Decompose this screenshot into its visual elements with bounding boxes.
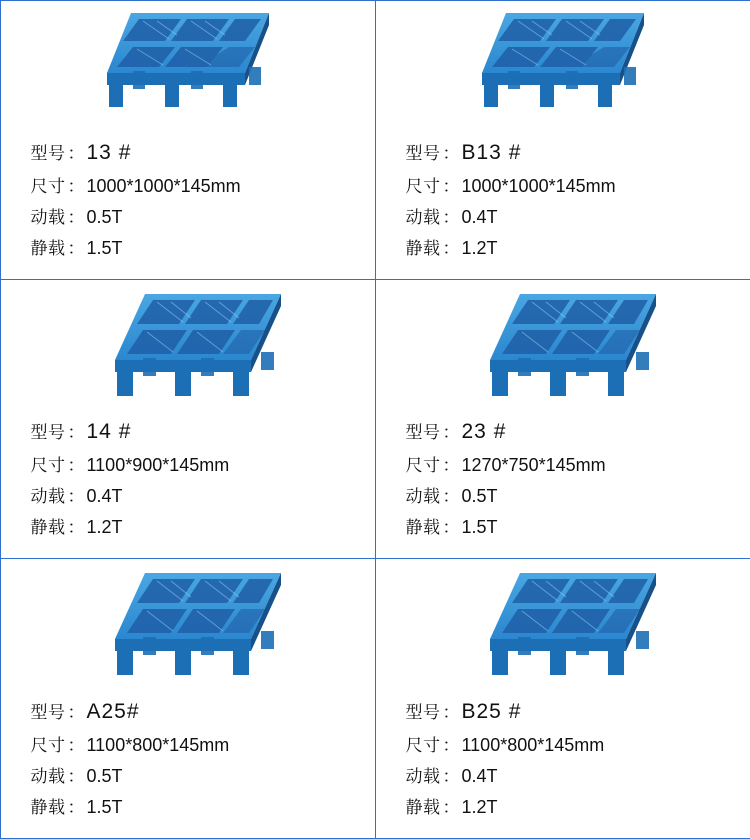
spec-list bbox=[31, 139, 367, 265]
spec-model-value: 23 # bbox=[462, 420, 507, 444]
spec-static-load-label: 静载 bbox=[31, 793, 66, 818]
spec-static-load bbox=[31, 513, 367, 538]
pallet-image bbox=[1, 9, 375, 119]
spec-colon: ： bbox=[66, 482, 87, 507]
pallet-image bbox=[376, 567, 750, 677]
spec-model-label: 型号 bbox=[406, 698, 441, 723]
spec-model bbox=[31, 418, 367, 444]
spec-size-label: 尺寸 bbox=[406, 451, 441, 476]
spec-static-load bbox=[31, 234, 367, 259]
spec-colon: ： bbox=[441, 139, 462, 164]
spec-size bbox=[31, 172, 367, 197]
spec-colon: ： bbox=[66, 793, 87, 818]
spec-static-load-value: 1.5T bbox=[87, 238, 123, 259]
blue-plastic-pallet-icon bbox=[448, 9, 678, 121]
spec-colon: ： bbox=[441, 172, 462, 197]
spec-size-value: 1100*800*145mm bbox=[87, 735, 230, 756]
spec-dynamic-load bbox=[31, 203, 367, 228]
spec-colon: ： bbox=[441, 698, 462, 723]
spec-colon: ： bbox=[66, 234, 87, 259]
spec-model-value: A25# bbox=[87, 700, 140, 724]
spec-static-load-label: 静载 bbox=[406, 513, 441, 538]
spec-dynamic-load-label: 动载 bbox=[31, 203, 66, 228]
spec-size bbox=[406, 172, 742, 197]
spec-dynamic-load bbox=[31, 482, 367, 507]
spec-dynamic-load-label: 动载 bbox=[406, 762, 441, 787]
spec-static-load-value: 1.2T bbox=[87, 517, 123, 538]
spec-size-value: 1100*900*145mm bbox=[87, 455, 230, 476]
spec-colon: ： bbox=[66, 139, 87, 164]
spec-dynamic-load-value: 0.4T bbox=[462, 766, 498, 787]
spec-static-load-label: 静载 bbox=[406, 793, 441, 818]
spec-model-label: 型号 bbox=[406, 139, 441, 164]
spec-model-label: 型号 bbox=[31, 418, 66, 443]
spec-colon: ： bbox=[66, 418, 87, 443]
spec-list bbox=[406, 698, 742, 824]
spec-list bbox=[406, 418, 742, 544]
spec-colon: ： bbox=[441, 234, 462, 259]
pallet-card bbox=[375, 558, 750, 838]
pallet-image bbox=[376, 288, 750, 398]
spec-list bbox=[31, 418, 367, 544]
spec-colon: ： bbox=[66, 731, 87, 756]
spec-dynamic-load bbox=[406, 762, 742, 787]
spec-size-label: 尺寸 bbox=[406, 731, 441, 756]
pallet-card bbox=[375, 279, 750, 559]
spec-model-value: B25 # bbox=[462, 700, 522, 724]
spec-model bbox=[406, 698, 742, 724]
spec-colon: ： bbox=[441, 203, 462, 228]
pallet-card bbox=[375, 0, 750, 280]
spec-static-load bbox=[406, 513, 742, 538]
blue-plastic-pallet-icon bbox=[448, 288, 678, 400]
spec-static-load bbox=[31, 793, 367, 818]
spec-model-label: 型号 bbox=[31, 698, 66, 723]
pallet-image bbox=[1, 288, 375, 398]
spec-model bbox=[31, 698, 367, 724]
spec-static-load-label: 静载 bbox=[31, 513, 66, 538]
spec-dynamic-load bbox=[31, 762, 367, 787]
spec-model-value: B13 # bbox=[462, 141, 522, 165]
spec-model bbox=[31, 139, 367, 165]
spec-static-load bbox=[406, 793, 742, 818]
spec-colon: ： bbox=[441, 482, 462, 507]
spec-size bbox=[31, 451, 367, 476]
pallet-image bbox=[376, 9, 750, 119]
spec-dynamic-load-label: 动载 bbox=[31, 482, 66, 507]
spec-dynamic-load-label: 动载 bbox=[406, 203, 441, 228]
spec-dynamic-load bbox=[406, 203, 742, 228]
spec-static-load-value: 1.2T bbox=[462, 797, 498, 818]
pallet-image bbox=[1, 567, 375, 677]
spec-model bbox=[406, 418, 742, 444]
spec-list bbox=[406, 139, 742, 265]
spec-colon: ： bbox=[441, 793, 462, 818]
spec-dynamic-load-value: 0.5T bbox=[462, 486, 498, 507]
spec-colon: ： bbox=[441, 513, 462, 538]
blue-plastic-pallet-icon bbox=[73, 288, 303, 400]
spec-static-load-value: 1.2T bbox=[462, 238, 498, 259]
spec-static-load-value: 1.5T bbox=[462, 517, 498, 538]
spec-dynamic-load-value: 0.5T bbox=[87, 766, 123, 787]
spec-model-label: 型号 bbox=[406, 418, 441, 443]
pallet-card bbox=[0, 279, 376, 559]
spec-size-value: 1270*750*145mm bbox=[462, 455, 606, 476]
spec-dynamic-load-label: 动载 bbox=[31, 762, 66, 787]
spec-colon: ： bbox=[66, 451, 87, 476]
spec-size-label: 尺寸 bbox=[31, 451, 66, 476]
spec-size bbox=[406, 731, 742, 756]
spec-size-value: 1000*1000*145mm bbox=[462, 176, 616, 197]
spec-size-value: 1100*800*145mm bbox=[462, 735, 605, 756]
spec-dynamic-load-value: 0.4T bbox=[462, 207, 498, 228]
spec-colon: ： bbox=[441, 451, 462, 476]
spec-dynamic-load-label: 动载 bbox=[406, 482, 441, 507]
spec-colon: ： bbox=[66, 698, 87, 723]
pallet-card bbox=[0, 0, 376, 280]
spec-colon: ： bbox=[66, 513, 87, 538]
spec-size-label: 尺寸 bbox=[31, 731, 66, 756]
spec-dynamic-load-value: 0.4T bbox=[87, 486, 123, 507]
spec-model bbox=[406, 139, 742, 165]
spec-size-value: 1000*1000*145mm bbox=[87, 176, 241, 197]
spec-static-load bbox=[406, 234, 742, 259]
spec-static-load-label: 静载 bbox=[406, 234, 441, 259]
spec-model-value: 13 # bbox=[87, 141, 132, 165]
spec-colon: ： bbox=[66, 762, 87, 787]
spec-size-label: 尺寸 bbox=[31, 172, 66, 197]
blue-plastic-pallet-icon bbox=[73, 9, 303, 121]
spec-colon: ： bbox=[66, 203, 87, 228]
spec-size-label: 尺寸 bbox=[406, 172, 441, 197]
spec-colon: ： bbox=[66, 172, 87, 197]
spec-dynamic-load bbox=[406, 482, 742, 507]
spec-model-label: 型号 bbox=[31, 139, 66, 164]
blue-plastic-pallet-icon bbox=[448, 567, 678, 679]
spec-colon: ： bbox=[441, 418, 462, 443]
spec-size bbox=[406, 451, 742, 476]
spec-model-value: 14 # bbox=[87, 420, 132, 444]
spec-dynamic-load-value: 0.5T bbox=[87, 207, 123, 228]
blue-plastic-pallet-icon bbox=[73, 567, 303, 679]
spec-colon: ： bbox=[441, 762, 462, 787]
spec-static-load-label: 静载 bbox=[31, 234, 66, 259]
spec-list bbox=[31, 698, 367, 824]
spec-colon: ： bbox=[441, 731, 462, 756]
spec-static-load-value: 1.5T bbox=[87, 797, 123, 818]
spec-size bbox=[31, 731, 367, 756]
pallet-card bbox=[0, 558, 376, 838]
